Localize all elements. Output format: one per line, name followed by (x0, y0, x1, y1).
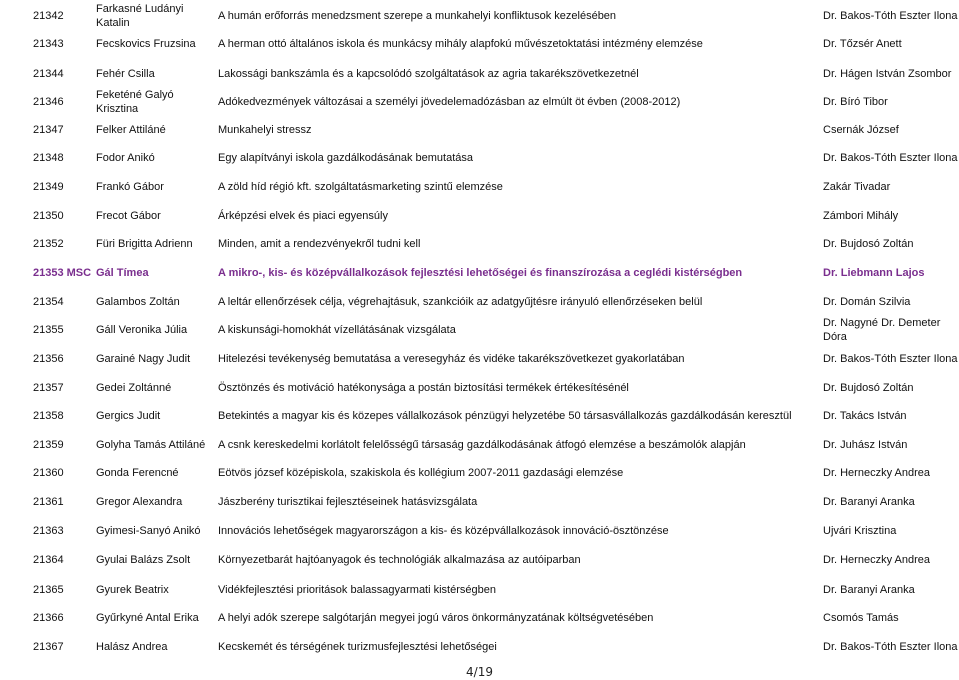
table-row (0, 374, 959, 402)
row-id: 21364 (33, 554, 64, 566)
student-name: Gyurek Beatrix (96, 584, 169, 596)
student-name: Halász Andrea (96, 641, 168, 653)
table-row (0, 116, 959, 144)
student-name: Golyha Tamás Attiláné (96, 439, 206, 451)
supervisor-name: Dr. Herneczky Andrea (823, 467, 930, 479)
page-number: 4/19 (466, 665, 493, 679)
thesis-title: Adókedvezmények változásai a személyi jövedelemadózásban az elmúlt öt évben (2008-2012) (218, 96, 681, 108)
student-name: Farkasné Ludányi Katalin (96, 3, 184, 29)
thesis-title: Lakossági bankszámla és a kapcsolódó szolgáltatások az agria takarékszövetkezetnél (218, 68, 639, 80)
thesis-title: Egy alapítványi iskola gazdálkodásának bemutatása (218, 152, 473, 164)
row-id: 21343 (33, 38, 64, 50)
thesis-title: A humán erőforrás menedzsment szerepe a munkahelyi konfliktusok kezelésében (218, 10, 617, 22)
thesis-title: A csnk kereskedelmi korlátolt felelősségű társaság gazdálkodásának átfogó elemzése a beszámolók alapján (218, 439, 746, 451)
table-row (0, 202, 959, 230)
row-id: 21363 (33, 525, 64, 537)
table-row (0, 488, 959, 516)
student-name: Gyimesi-Sanyó Anikó (96, 525, 201, 537)
table-row (0, 316, 959, 344)
thesis-title: Eötvös józsef középiskola, szakiskola és kollégium 2007-2011 gazdasági elemzése (218, 467, 624, 479)
table-row (0, 633, 959, 661)
supervisor-name: Csomós Tamás (823, 612, 899, 624)
row-id: 21357 (33, 382, 64, 394)
supervisor-name: Dr. Bujdosó Zoltán (823, 238, 914, 250)
supervisor-name: Dr. Bakos-Tóth Eszter Ilona (823, 152, 958, 164)
table-row (0, 30, 959, 58)
supervisor-name: Zakár Tivadar (823, 181, 891, 193)
row-id: 21365 (33, 584, 64, 596)
thesis-title: Kecskemét és térségének turizmusfejlesztési lehetőségei (218, 641, 497, 653)
student-name: Fehér Csilla (96, 68, 155, 80)
student-name: Gergics Judit (96, 410, 161, 422)
row-id: 21361 (33, 496, 64, 508)
thesis-title: Innovációs lehetőségek magyarországon a kis- és középvállalkozások innováció-ösztönzése (218, 525, 669, 537)
student-name: Füri Brigitta Adrienn (96, 238, 193, 250)
student-name: Garainé Nagy Judit (96, 353, 191, 365)
supervisor-name: Dr. Domán Szilvia (823, 296, 911, 308)
supervisor-name: Dr. Baranyi Aranka (823, 496, 915, 508)
thesis-title: A helyi adók szerepe salgótarján megyei jogú város önkormányzatának költségvetésében (218, 612, 654, 624)
thesis-title: Ösztönzés és motiváció hatékonysága a postán biztosítási termékek értékesítésénél (218, 382, 629, 394)
student-name: Gonda Ferencné (96, 467, 179, 479)
row-id: 21352 (33, 238, 64, 250)
student-name: Gáll Veronika Júlia (96, 324, 188, 336)
row-id: 21348 (33, 152, 64, 164)
table-row (0, 259, 959, 287)
table-row (0, 173, 959, 201)
row-id: 21347 (33, 124, 64, 136)
supervisor-name: Dr. Bakos-Tóth Eszter Ilona (823, 10, 958, 22)
row-id: 21344 (33, 68, 64, 80)
student-name: Frankó Gábor (96, 181, 164, 193)
table-row (0, 2, 959, 30)
supervisor-name: Csernák József (823, 124, 899, 136)
student-name: Feketéné Galyó Krisztina (96, 89, 174, 115)
supervisor-name: Dr. Bíró Tibor (823, 96, 888, 108)
student-name: Gregor Alexandra (96, 496, 183, 508)
thesis-title: Jászberény turisztikai fejlesztéseinek hatásvizsgálata (218, 496, 478, 508)
table-row (0, 88, 959, 116)
thesis-title: Hitelezési tevékenység bemutatása a veresegyház és vidéke takarékszövetkezet gyakorlatában (218, 353, 685, 365)
supervisor-name: Zámbori Mihály (823, 210, 899, 222)
thesis-title: Vidékfejlesztési prioritások balassagyarmati kistérségben (218, 584, 496, 596)
table-row (0, 576, 959, 604)
row-id: 21359 (33, 439, 64, 451)
supervisor-name: Dr. Tőzsér Anett (823, 38, 902, 50)
table-row (0, 345, 959, 373)
supervisor-name: Dr. Baranyi Aranka (823, 584, 915, 596)
table-row (0, 230, 959, 258)
table-row (0, 604, 959, 632)
student-name: Gedei Zoltánné (96, 382, 172, 394)
table-row (0, 431, 959, 459)
supervisor-name: Dr. Bujdosó Zoltán (823, 382, 914, 394)
row-id: 21367 (33, 641, 64, 653)
thesis-title: Betekintés a magyar kis és közepes vállalkozások pénzügyi helyzetébe 50 társasvállalkozás gazdálkodásán keresztül (218, 410, 792, 422)
supervisor-name: Dr. Herneczky Andrea (823, 554, 930, 566)
thesis-title: Árképzési elvek és piaci egyensúly (218, 210, 388, 222)
row-id: 21355 (33, 324, 64, 336)
student-name: Felker Attiláné (96, 124, 166, 136)
table-row (0, 60, 959, 88)
row-id: 21346 (33, 96, 64, 108)
table-row (0, 546, 959, 574)
row-id: 21350 (33, 210, 64, 222)
thesis-title: A herman ottó általános iskola és munkácsy mihály alapfokú művészetoktatási intézmény elemzése (218, 38, 703, 50)
table-row (0, 288, 959, 316)
thesis-title: Környezetbarát hajtóanyagok és technológiák alkalmazása az autóiparban (218, 554, 581, 566)
row-id: 21354 (33, 296, 64, 308)
row-id: 21342 (33, 10, 64, 22)
row-id: 21353 MSC (33, 267, 92, 279)
student-name: Gyűrkyné Antal Erika (96, 612, 199, 624)
thesis-title: Munkahelyi stressz (218, 124, 312, 136)
student-name: Galambos Zoltán (96, 296, 180, 308)
supervisor-name: Dr. Takács István (823, 410, 907, 422)
supervisor-name: Dr. Bakos-Tóth Eszter Ilona (823, 353, 958, 365)
row-id: 21358 (33, 410, 64, 422)
supervisor-name: Dr. Juhász István (823, 439, 908, 451)
table-row (0, 459, 959, 487)
student-name: Fecskovics Fruzsina (96, 38, 196, 50)
table-row (0, 517, 959, 545)
supervisor-name: Dr. Bakos-Tóth Eszter Ilona (823, 641, 958, 653)
thesis-title: A zöld híd régió kft. szolgáltatásmarketing szintű elemzése (218, 181, 503, 193)
table-row (0, 402, 959, 430)
table-row (0, 144, 959, 172)
thesis-title: A mikro-, kis- és középvállalkozások fejlesztési lehetőségei és finanszírozása a ceglédi kistérségben (218, 267, 743, 279)
supervisor-name: Dr. Liebmann Lajos (823, 267, 925, 279)
row-id: 21360 (33, 467, 64, 479)
thesis-title: Minden, amit a rendezvényekről tudni kell (218, 238, 421, 250)
supervisor-name: Dr. Nagyné Dr. Demeter Dóra (823, 317, 941, 343)
student-name: Gyulai Balázs Zsolt (96, 554, 191, 566)
supervisor-name: Dr. Hágen István Zsombor (823, 68, 952, 80)
row-id: 21366 (33, 612, 64, 624)
thesis-title: A kiskunsági-homokhát vízellátásának vizsgálata (218, 324, 456, 336)
student-name: Frecot Gábor (96, 210, 161, 222)
thesis-title: A leltár ellenőrzések célja, végrehajtásuk, szankcióik az adatgyűjtésre irányuló ellenőrzéseken belül (218, 296, 703, 308)
student-name: Fodor Anikó (96, 152, 155, 164)
supervisor-name: Ujvári Krisztina (823, 525, 897, 537)
row-id: 21349 (33, 181, 64, 193)
row-id: 21356 (33, 353, 64, 365)
student-name: Gál Tímea (96, 267, 149, 279)
